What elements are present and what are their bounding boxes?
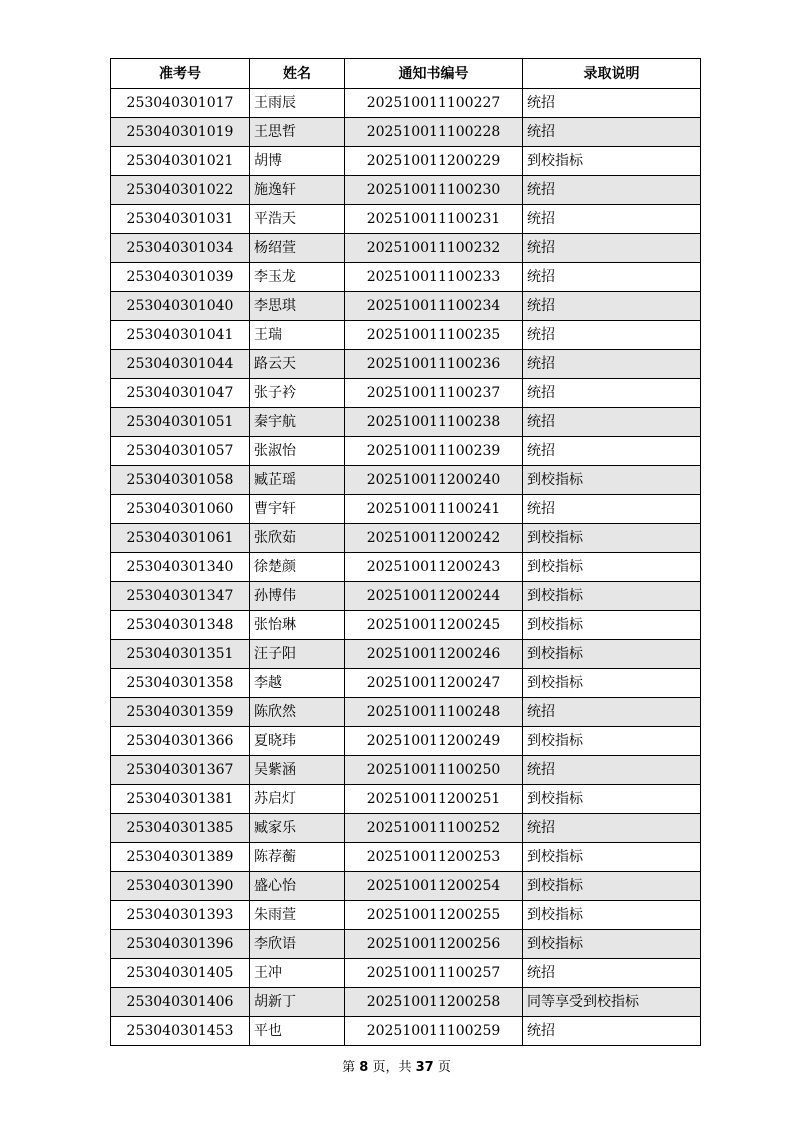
table-body bbox=[111, 89, 701, 1046]
cell-name: 朱雨萱 bbox=[250, 901, 345, 930]
cell-exam-number: 253040301359 bbox=[111, 698, 250, 727]
footer-suffix: 页 bbox=[433, 1060, 451, 1075]
cell-exam-number: 253040301340 bbox=[111, 553, 250, 582]
cell-name: 平浩天 bbox=[250, 205, 345, 234]
cell-admission-note: 到校指标 bbox=[523, 640, 701, 669]
table-row bbox=[111, 379, 701, 408]
cell-name: 夏晓玮 bbox=[250, 727, 345, 756]
cell-admission-note: 到校指标 bbox=[523, 785, 701, 814]
cell-admission-note: 统招 bbox=[523, 176, 701, 205]
cell-exam-number: 253040301393 bbox=[111, 901, 250, 930]
table-row bbox=[111, 321, 701, 350]
cell-exam-number: 253040301021 bbox=[111, 147, 250, 176]
cell-notice-number: 202510011100235 bbox=[345, 321, 523, 350]
cell-exam-number: 253040301389 bbox=[111, 843, 250, 872]
admission-table-container bbox=[110, 58, 700, 1046]
cell-exam-number: 253040301041 bbox=[111, 321, 250, 350]
cell-name: 李思琪 bbox=[250, 292, 345, 321]
table-row bbox=[111, 930, 701, 959]
header-exam-number: 准考号 bbox=[111, 59, 250, 89]
cell-notice-number: 202510011200256 bbox=[345, 930, 523, 959]
table-row bbox=[111, 843, 701, 872]
cell-exam-number: 253040301405 bbox=[111, 959, 250, 988]
cell-notice-number: 202510011100238 bbox=[345, 408, 523, 437]
cell-exam-number: 253040301034 bbox=[111, 234, 250, 263]
cell-admission-note: 同等享受到校指标 bbox=[523, 988, 701, 1017]
cell-admission-note: 统招 bbox=[523, 437, 701, 466]
table-row bbox=[111, 785, 701, 814]
cell-admission-note: 统招 bbox=[523, 698, 701, 727]
table-row bbox=[111, 89, 701, 118]
cell-notice-number: 202510011100239 bbox=[345, 437, 523, 466]
cell-admission-note: 统招 bbox=[523, 408, 701, 437]
cell-name: 臧家乐 bbox=[250, 814, 345, 843]
footer-total-pages: 37 bbox=[415, 1060, 434, 1075]
cell-notice-number: 202510011100227 bbox=[345, 89, 523, 118]
cell-admission-note: 到校指标 bbox=[523, 582, 701, 611]
cell-admission-note: 到校指标 bbox=[523, 553, 701, 582]
cell-name: 张怡琳 bbox=[250, 611, 345, 640]
cell-notice-number: 202510011200258 bbox=[345, 988, 523, 1017]
table-row bbox=[111, 901, 701, 930]
cell-notice-number: 202510011200240 bbox=[345, 466, 523, 495]
cell-name: 曹宇轩 bbox=[250, 495, 345, 524]
cell-name: 路云天 bbox=[250, 350, 345, 379]
cell-notice-number: 202510011200243 bbox=[345, 553, 523, 582]
cell-name: 秦宇航 bbox=[250, 408, 345, 437]
cell-notice-number: 202510011200245 bbox=[345, 611, 523, 640]
cell-admission-note: 统招 bbox=[523, 379, 701, 408]
cell-admission-note: 统招 bbox=[523, 205, 701, 234]
table-row bbox=[111, 234, 701, 263]
cell-notice-number: 202510011100231 bbox=[345, 205, 523, 234]
table-row bbox=[111, 147, 701, 176]
cell-admission-note: 统招 bbox=[523, 756, 701, 785]
cell-exam-number: 253040301031 bbox=[111, 205, 250, 234]
cell-exam-number: 253040301044 bbox=[111, 350, 250, 379]
table-row bbox=[111, 640, 701, 669]
table-row bbox=[111, 437, 701, 466]
cell-exam-number: 253040301017 bbox=[111, 89, 250, 118]
cell-name: 吴紫涵 bbox=[250, 756, 345, 785]
cell-exam-number: 253040301051 bbox=[111, 408, 250, 437]
cell-name: 王雨辰 bbox=[250, 89, 345, 118]
cell-exam-number: 253040301348 bbox=[111, 611, 250, 640]
header-name: 姓名 bbox=[250, 59, 345, 89]
cell-name: 胡博 bbox=[250, 147, 345, 176]
admission-table bbox=[110, 58, 701, 1046]
cell-name: 张子衿 bbox=[250, 379, 345, 408]
table-row bbox=[111, 524, 701, 553]
cell-exam-number: 253040301396 bbox=[111, 930, 250, 959]
cell-notice-number: 202510011100234 bbox=[345, 292, 523, 321]
table-row bbox=[111, 669, 701, 698]
cell-name: 王思哲 bbox=[250, 118, 345, 147]
cell-admission-note: 到校指标 bbox=[523, 611, 701, 640]
cell-admission-note: 统招 bbox=[523, 321, 701, 350]
table-row bbox=[111, 176, 701, 205]
cell-admission-note: 到校指标 bbox=[523, 901, 701, 930]
cell-exam-number: 253040301061 bbox=[111, 524, 250, 553]
cell-notice-number: 202510011100257 bbox=[345, 959, 523, 988]
cell-notice-number: 202510011100236 bbox=[345, 350, 523, 379]
cell-admission-note: 到校指标 bbox=[523, 524, 701, 553]
cell-admission-note: 统招 bbox=[523, 959, 701, 988]
table-row bbox=[111, 466, 701, 495]
cell-exam-number: 253040301060 bbox=[111, 495, 250, 524]
cell-exam-number: 253040301058 bbox=[111, 466, 250, 495]
table-row bbox=[111, 292, 701, 321]
cell-name: 王瑞 bbox=[250, 321, 345, 350]
cell-name: 李玉龙 bbox=[250, 263, 345, 292]
cell-admission-note: 到校指标 bbox=[523, 727, 701, 756]
table-row bbox=[111, 872, 701, 901]
cell-notice-number: 202510011200247 bbox=[345, 669, 523, 698]
cell-notice-number: 202510011200254 bbox=[345, 872, 523, 901]
table-row bbox=[111, 408, 701, 437]
cell-exam-number: 253040301358 bbox=[111, 669, 250, 698]
table-row bbox=[111, 611, 701, 640]
cell-notice-number: 202510011200246 bbox=[345, 640, 523, 669]
cell-admission-note: 统招 bbox=[523, 263, 701, 292]
cell-exam-number: 253040301040 bbox=[111, 292, 250, 321]
cell-name: 杨绍萱 bbox=[250, 234, 345, 263]
cell-notice-number: 202510011100228 bbox=[345, 118, 523, 147]
footer-page-number: 8 bbox=[359, 1060, 369, 1075]
cell-notice-number: 202510011200242 bbox=[345, 524, 523, 553]
cell-exam-number: 253040301381 bbox=[111, 785, 250, 814]
cell-name: 张淑怡 bbox=[250, 437, 345, 466]
cell-notice-number: 202510011200249 bbox=[345, 727, 523, 756]
table-row bbox=[111, 756, 701, 785]
cell-admission-note: 统招 bbox=[523, 495, 701, 524]
table-row bbox=[111, 988, 701, 1017]
cell-notice-number: 202510011100230 bbox=[345, 176, 523, 205]
cell-exam-number: 253040301367 bbox=[111, 756, 250, 785]
cell-exam-number: 253040301390 bbox=[111, 872, 250, 901]
cell-name: 陈欣然 bbox=[250, 698, 345, 727]
cell-notice-number: 202510011100233 bbox=[345, 263, 523, 292]
cell-notice-number: 202510011100250 bbox=[345, 756, 523, 785]
cell-admission-note: 统招 bbox=[523, 234, 701, 263]
cell-admission-note: 统招 bbox=[523, 814, 701, 843]
cell-admission-note: 到校指标 bbox=[523, 843, 701, 872]
cell-exam-number: 253040301047 bbox=[111, 379, 250, 408]
footer-prefix: 第 bbox=[342, 1060, 360, 1075]
table-row bbox=[111, 495, 701, 524]
cell-notice-number: 202510011200251 bbox=[345, 785, 523, 814]
cell-name: 陈荐蘅 bbox=[250, 843, 345, 872]
cell-admission-note: 统招 bbox=[523, 89, 701, 118]
table-row bbox=[111, 727, 701, 756]
cell-exam-number: 253040301022 bbox=[111, 176, 250, 205]
cell-admission-note: 到校指标 bbox=[523, 669, 701, 698]
cell-admission-note: 到校指标 bbox=[523, 930, 701, 959]
cell-admission-note: 统招 bbox=[523, 118, 701, 147]
footer-middle: 页，共 bbox=[368, 1060, 416, 1075]
cell-notice-number: 202510011100252 bbox=[345, 814, 523, 843]
page-footer bbox=[0, 1056, 793, 1075]
table-row bbox=[111, 582, 701, 611]
cell-notice-number: 202510011200244 bbox=[345, 582, 523, 611]
cell-exam-number: 253040301019 bbox=[111, 118, 250, 147]
cell-name: 孙博伟 bbox=[250, 582, 345, 611]
cell-name: 汪子阳 bbox=[250, 640, 345, 669]
cell-name: 李越 bbox=[250, 669, 345, 698]
cell-name: 张欣茹 bbox=[250, 524, 345, 553]
cell-exam-number: 253040301366 bbox=[111, 727, 250, 756]
cell-admission-note: 到校指标 bbox=[523, 872, 701, 901]
cell-exam-number: 253040301351 bbox=[111, 640, 250, 669]
cell-exam-number: 253040301385 bbox=[111, 814, 250, 843]
cell-exam-number: 253040301453 bbox=[111, 1017, 250, 1046]
table-row bbox=[111, 698, 701, 727]
cell-notice-number: 202510011200253 bbox=[345, 843, 523, 872]
table-row bbox=[111, 350, 701, 379]
table-row bbox=[111, 553, 701, 582]
cell-name: 施逸轩 bbox=[250, 176, 345, 205]
table-row bbox=[111, 205, 701, 234]
header-notice-number: 通知书编号 bbox=[345, 59, 523, 89]
cell-name: 平也 bbox=[250, 1017, 345, 1046]
cell-admission-note: 统招 bbox=[523, 1017, 701, 1046]
header-admission-note: 录取说明 bbox=[523, 59, 701, 89]
table-row bbox=[111, 263, 701, 292]
cell-name: 徐楚颜 bbox=[250, 553, 345, 582]
cell-admission-note: 统招 bbox=[523, 350, 701, 379]
cell-name: 李欣语 bbox=[250, 930, 345, 959]
cell-exam-number: 253040301057 bbox=[111, 437, 250, 466]
cell-notice-number: 202510011200255 bbox=[345, 901, 523, 930]
cell-notice-number: 202510011200229 bbox=[345, 147, 523, 176]
table-row bbox=[111, 118, 701, 147]
table-row bbox=[111, 1017, 701, 1046]
table-row bbox=[111, 959, 701, 988]
cell-notice-number: 202510011100232 bbox=[345, 234, 523, 263]
cell-admission-note: 到校指标 bbox=[523, 147, 701, 176]
cell-notice-number: 202510011100237 bbox=[345, 379, 523, 408]
cell-name: 臧芷瑶 bbox=[250, 466, 345, 495]
cell-exam-number: 253040301406 bbox=[111, 988, 250, 1017]
cell-exam-number: 253040301039 bbox=[111, 263, 250, 292]
cell-notice-number: 202510011100241 bbox=[345, 495, 523, 524]
cell-name: 王冲 bbox=[250, 959, 345, 988]
cell-exam-number: 253040301347 bbox=[111, 582, 250, 611]
cell-notice-number: 202510011100259 bbox=[345, 1017, 523, 1046]
table-row bbox=[111, 814, 701, 843]
table-header-row bbox=[111, 59, 701, 89]
cell-name: 苏启灯 bbox=[250, 785, 345, 814]
cell-admission-note: 统招 bbox=[523, 292, 701, 321]
cell-name: 盛心怡 bbox=[250, 872, 345, 901]
cell-notice-number: 202510011100248 bbox=[345, 698, 523, 727]
cell-admission-note: 到校指标 bbox=[523, 466, 701, 495]
cell-name: 胡新丁 bbox=[250, 988, 345, 1017]
